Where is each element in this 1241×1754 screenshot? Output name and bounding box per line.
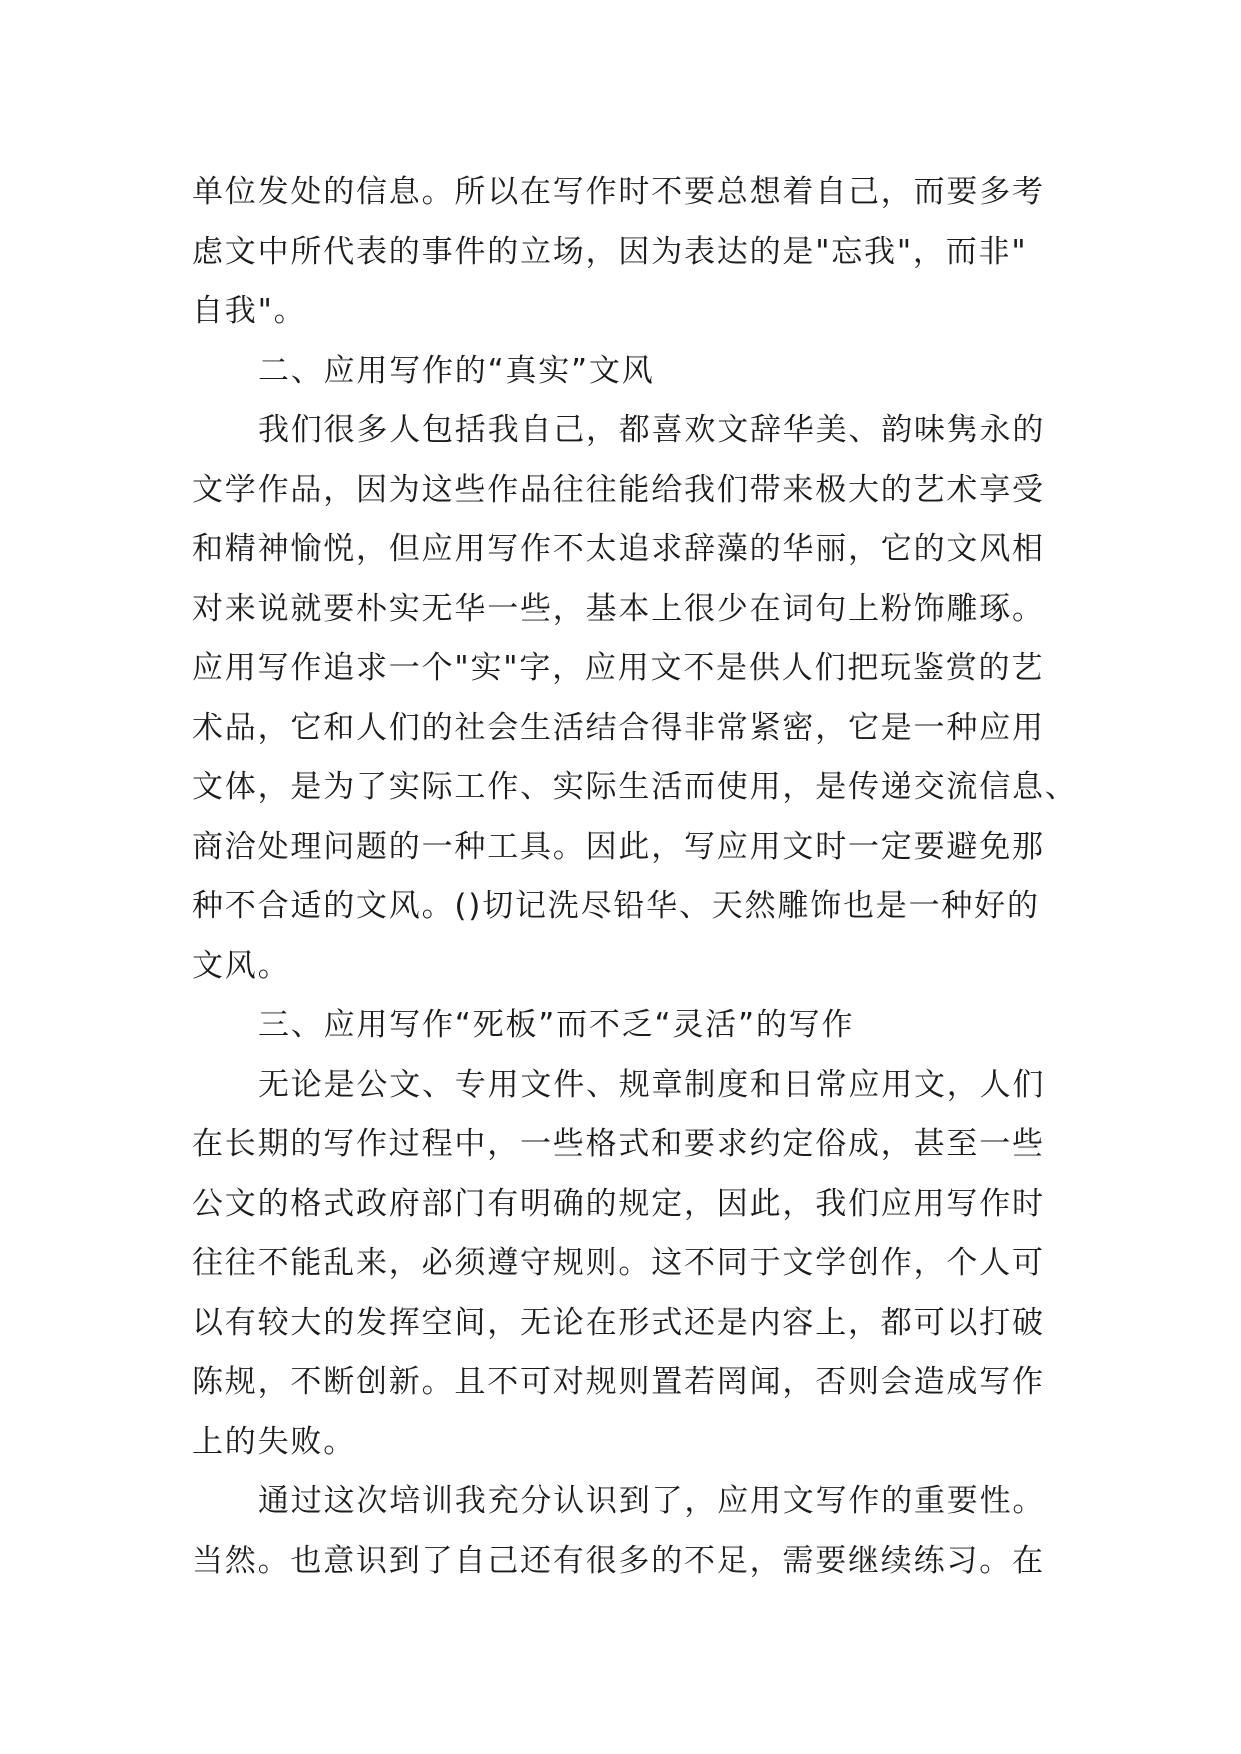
text-line: 商洽处理问题的一种工具。因此，写应用文时一定要避免那 xyxy=(192,828,1045,865)
text-line: 在长期的写作过程中，一些格式和要求约定俗成，甚至一些 xyxy=(192,1126,1045,1162)
text-line: 三、应用写作“死板”而不乏“灵活”的写作 xyxy=(258,1007,855,1043)
text-line: 自我"。 xyxy=(192,293,307,329)
text-line: 二、应用写作的“真实”文风 xyxy=(258,352,655,389)
text-line: 对来说就要朴实无华一些，基本上很少在词句上粉饰雕琢。 xyxy=(192,590,1045,627)
text-line: 文体，是为了实际工作、实际生活而使用，是传递交流信息、 xyxy=(192,769,1078,805)
text-line: 以有较大的发挥空间，无论在形式还是内容上，都可以打破 xyxy=(192,1304,1045,1341)
text-line: 应用写作追求一个"实"字，应用文不是供人们把玩鉴赏的艺 xyxy=(192,650,1045,686)
text-line: 当然。也意识到了自己还有很多的不足，需要继续练习。在 xyxy=(192,1542,1045,1579)
text-line: 往往不能乱来，必须遵守规则。这不同于文学创作，个人可 xyxy=(192,1245,1045,1281)
text-line: 陈规，不断创新。且不可对规则置若罔闻，否则会造成写作 xyxy=(192,1364,1045,1400)
text-line: 单位发处的信息。所以在写作时不要总想着自己，而要多考 xyxy=(192,174,1045,210)
text-line: 公文的格式政府部门有明确的规定，因此，我们应用写作时 xyxy=(192,1185,1045,1222)
text-line: 我们很多人包括我自己，都喜欢文辞华美、韵味隽永的 xyxy=(258,412,1046,448)
text-line: 通过这次培训我充分认识到了，应用文写作的重要性。 xyxy=(258,1483,1046,1519)
text-line: 虑文中所代表的事件的立场，因为表达的是"忘我"，而非" xyxy=(192,233,1028,270)
text-line: 文学作品，因为这些作品往往能给我们带来极大的艺术享受 xyxy=(192,471,1045,508)
document-body xyxy=(192,163,1078,1591)
text-line: 无论是公文、专用文件、规章制度和日常应用文，人们 xyxy=(258,1066,1046,1103)
text-line: 上的失败。 xyxy=(192,1423,356,1460)
text-line: 种不合适的文风。()切记洗尽铅华、天然雕饰也是一种好的 xyxy=(192,888,1040,924)
text-line: 术品，它和人们的社会生活结合得非常紧密，它是一种应用 xyxy=(192,709,1045,746)
text-line: 文风。 xyxy=(192,947,291,984)
text-line: 和精神愉悦，但应用写作不太追求辞藻的华丽，它的文风相 xyxy=(192,531,1045,567)
